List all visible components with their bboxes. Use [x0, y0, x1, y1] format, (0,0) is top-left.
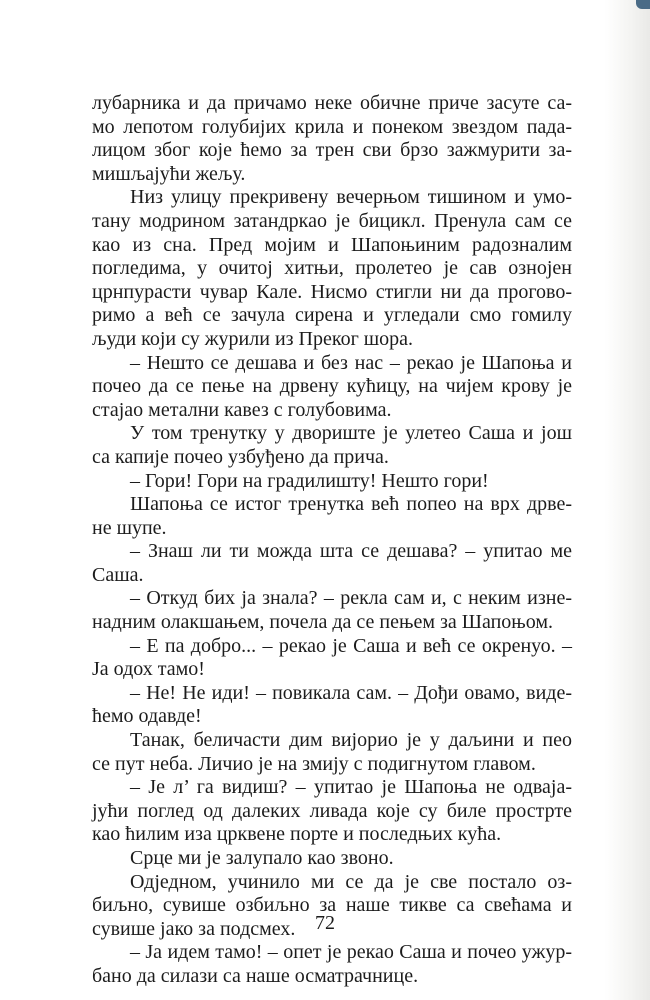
text-line: биљно, сувише озбиљно за наше тикве са свећама и	[92, 894, 572, 917]
text-line: не шупе.	[92, 516, 167, 539]
text-line: – Је л’ га видиш? – упитао је Шапоња не одваја-	[130, 776, 572, 799]
body-text	[92, 92, 572, 989]
text-line: се пут неба. Личио је на змију с подигнутом главом.	[92, 752, 536, 775]
text-line: – Ја идем тамо! – опет је рекао Саша и почео ужур-	[130, 941, 572, 964]
text-line: стајао метални кавез с голубовима.	[92, 398, 392, 421]
page-number: 72	[315, 912, 335, 934]
text-line: јући поглед од далеких ливада које су биле прострте	[92, 799, 572, 822]
text-line: као ћилим иза црквене порте и последњих кућа.	[92, 823, 502, 846]
text-line: – Откуд бих ја знала? – рекла сам и, с неким изне-	[130, 587, 572, 610]
text-line: лубарника и да причамо неке обичне приче засуте са-	[92, 92, 572, 114]
text-line: као из сна. Пред мојим и Шапоњиним радозналим	[92, 233, 572, 256]
text-line: У том тренутку у двориште је улетео Саша и још	[130, 422, 572, 445]
text-line: погледима, у очитој хитњи, пролетео је сав ознојен	[92, 257, 572, 280]
text-line: – Е па добро... – рекао је Саша и већ се окренуо. –	[130, 634, 572, 657]
text-line: римо а већ се зачула сирена и угледали смо гомилу	[92, 304, 572, 327]
text-line: мо лепотом голубијих крила и понеком звездом пада-	[92, 115, 572, 138]
text-line: Срце ми је залупало као звоно.	[130, 847, 394, 869]
text-line: тану модрином затандркао је бицикл. Пренула сам се	[92, 209, 572, 232]
text-line: Ја одох тамо!	[92, 658, 205, 681]
text-line: – Нешто се дешава и без нас – рекао је Шапоња и	[130, 351, 572, 374]
text-line: – Знаш ли ти можда шта се дешава? – упитао ме	[130, 540, 572, 563]
text-line: Одједном, учинило ми се да је све постало оз-	[130, 870, 572, 893]
text-line: људи који су журили из Преког шора.	[92, 327, 414, 350]
text-line: бано да силази са наше осматрачнице.	[92, 964, 419, 987]
text-line: лицом због које ћемо за трен сви брзо зажмурити за-	[92, 139, 572, 162]
text-line: – Гори! Гори на градилишту! Нешто гори!	[130, 469, 489, 492]
corner-tab-mark	[636, 0, 650, 9]
text-line: црнпурасти чувар Кале. Нисмо стигли ни да прогово-	[92, 280, 572, 303]
text-line: Танак, беличасти дим вијорио је у даљини и пео	[130, 729, 572, 752]
text-line: ћемо одавде!	[92, 705, 202, 728]
text-line: сувише јако за подсмех.	[92, 917, 296, 940]
text-line: мишљајући жељу.	[92, 162, 246, 185]
text-line: надним олакшањем, почела да се пењем за Шапоњом.	[92, 611, 554, 634]
text-line: Низ улицу прекривену вечерњом тишином и умо-	[130, 186, 572, 209]
text-line: Шапоња се истог тренутка већ попео на врх дрве-	[130, 493, 572, 516]
text-line: Саша.	[92, 563, 144, 586]
text-line: са капије почео узбуђено да прича.	[92, 445, 389, 468]
text-line: почео да се пење на дрвену кућицу, на чијем крову је	[92, 375, 572, 398]
text-line: – Не! Не иди! – повикала сам. – Дођи овамо, виде-	[130, 681, 572, 704]
